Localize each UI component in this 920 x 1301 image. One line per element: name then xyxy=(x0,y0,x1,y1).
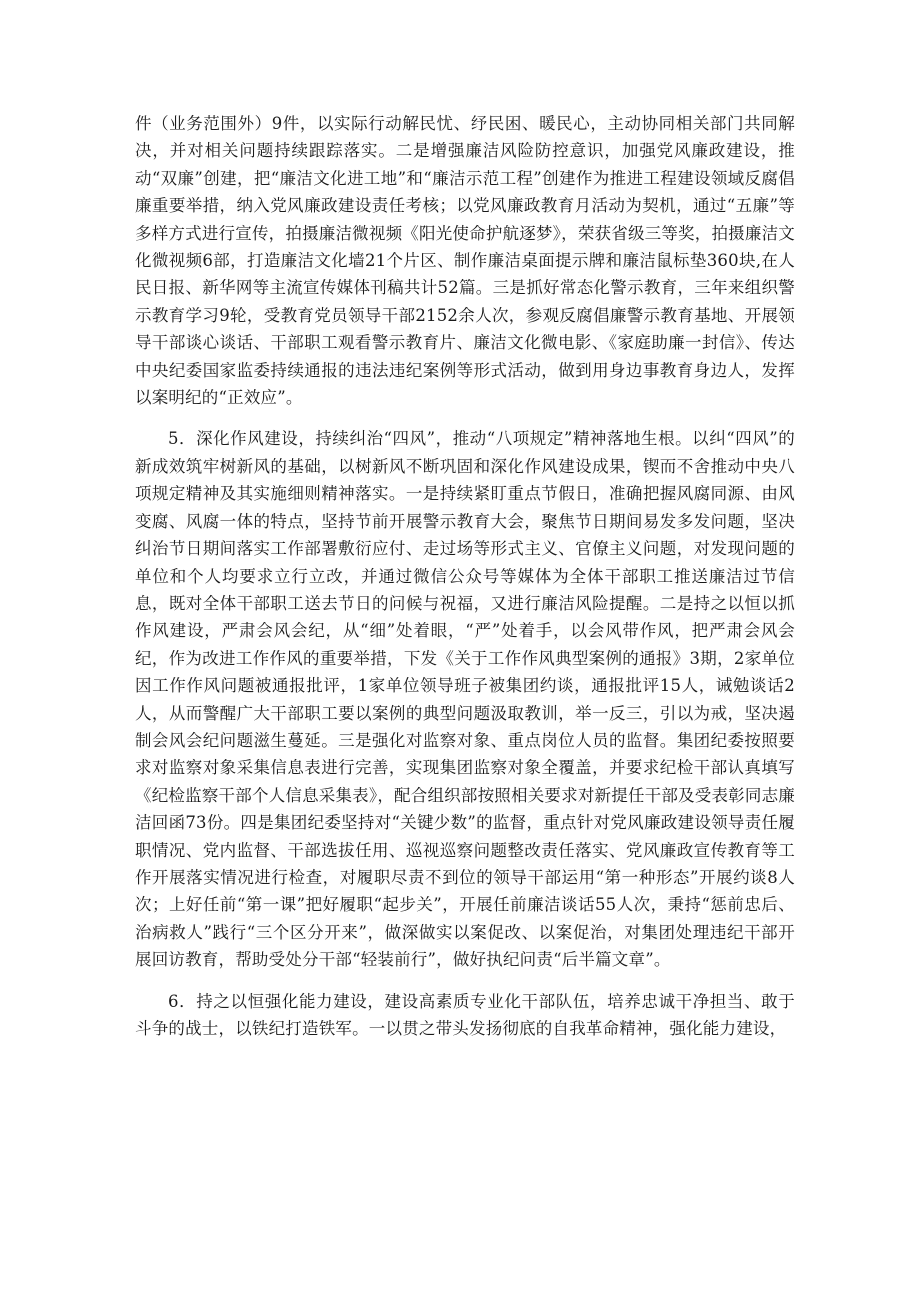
paragraph-continuation: 件（业务范围外）9件，以实际行动解民忧、纾民困、暖民心，主动协同相关部门共同解决，并对相关问题持续跟踪落实。二是增强廉洁风险防控意识，加强党风廉政建设，推动“双廉”创建，把“廉洁文化进工地”和“廉洁示范工程”创建作为推进工程建设领域反腐倡廉重要举措，纳入党风廉政建设责任考核；以党风廉政教育月活动为契机，通过“五廉”等多样方式进行宣传，拍摄廉洁微视频《阳光使命护航逐梦》，荣获省级三等奖，拍摄廉洁文化微视频6部，打造廉洁文化墙21个片区、制作廉洁桌面提示牌和廉洁鼠标垫360块,在人民日报、新华网等主流宣传媒体刊稿共计52篇。三是抓好常态化警示教育，三年来组织警示教育学习9轮，受教育党员领导干部2152余人次，参观反腐倡廉警示教育基地、开展领导干部谈心谈话、干部职工观看警示教育片、廉洁文化微电影、《家庭助廉一封信》、传达中央纪委国家监委持续通报的违法违纪案例等形式活动，做到用身边事教育身边人，发挥以案明纪的“正效应”。 xyxy=(135,114,795,408)
paragraph-section-6: 6．持之以恒强化能力建设，建设高素质专业化干部队伍，培养忠诚干净担当、敢于斗争的战士，以铁纪打造铁军。一以贯之带头发扬彻底的自我革命精神，强化能力建设， xyxy=(135,991,795,1038)
document-body xyxy=(135,110,795,1042)
paragraph-section-5: 5．深化作风建设，持续纠治“四风”，推动“八项规定”精神落地生根。以纠“四风”的新成效筑牢树新风的基础，以树新风不断巩固和深化作风建设成果，锲而不舍推动中央八项规定精神及其实施细则精神落实。一是持续紧盯重点节假日，准确把握风腐同源、由风变腐、风腐一体的特点，坚持节前开展警示教育大会，聚焦节日期间易发多发问题，坚决纠治节日期间落实工作部署敷衍应付、走过场等形式主义、官僚主义问题，对发现问题的单位和个人均要求立行立改，并通过微信公众号等媒体为全体干部职工推送廉洁过节信息，既对全体干部职工送去节日的问候与祝福，又进行廉洁风险提醒。二是持之以恒以抓作风建设，严肃会风会纪，从“细”处着眼，“严”处着手，以会风带作风，把严肃会风会纪，作为改进工作作风的重要举措，下发《关于工作作风典型案例的通报》3期，2家单位因工作作风问题被通报批评，1家单位领导班子被集团约谈，通报批评15人，诫勉谈话2人，从而警醒广大干部职工要以案例的典型问题汲取教训，举一反三，引以为戒，坚决遏制会风会纪问题滋生蔓延。三是强化对监察对象、重点岗位人员的监督。集团纪委按照要求对监察对象采集信息表进行完善，实现集团监察对象全覆盖，并要求纪检干部认真填写《纪检监察干部个人信息采集表》，配合组织部按照相关要求对新提任干部及受表彰同志廉洁回函73份。四是集团纪委坚持对“关键少数”的监督，重点针对党风廉政建设领导责任履职情况、党内监督、干部选拔任用、巡视巡察问题整改责任落实、党风廉政宣传教育等工作开展落实情况进行检查，对履职尽责不到位的领导干部运用“第一种形态”开展约谈8人次；上好任前“第一课”把好履职“起步关”，开展任前廉洁谈话55人次，秉持“惩前忠后、治病救人”践行“三个区分开来”，做深做实以案促改、以案促治，对集团处理违纪干部开展回访教育，帮助受处分干部“轻装前行”，做好执纪问责“后半篇文章”。 xyxy=(135,429,795,970)
